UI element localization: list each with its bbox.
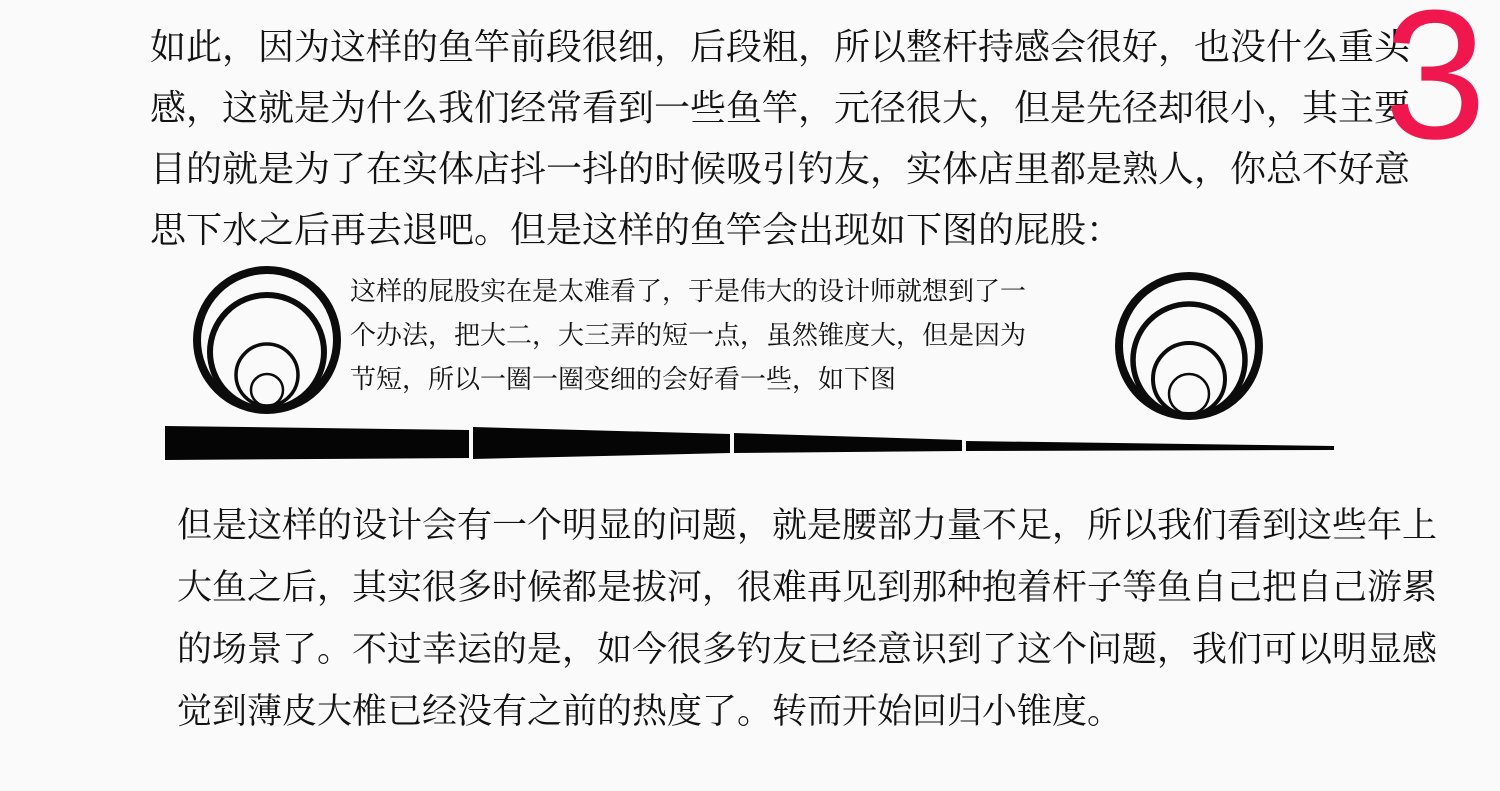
rod-segment-1 xyxy=(165,426,469,460)
text-line: 节短，所以一圈一圈变细的会好看一些，如下图 xyxy=(350,364,897,394)
figure-caption xyxy=(350,269,1026,401)
rod-segment-3 xyxy=(734,433,962,453)
text-line: 感，这就是为什么我们经常看到一些鱼竿，元径很大，但是先径却很小，其主要 xyxy=(150,87,1411,128)
rod-segment-2 xyxy=(473,427,730,459)
rod-butt-circles-right-diagram xyxy=(1110,268,1268,426)
rod-segment-4 xyxy=(966,441,1334,451)
inner-circle xyxy=(1169,374,1209,414)
text-line: 目的就是为了在实体店抖一抖的时候吸引钓友，实体店里都是熟人，你总不好意 xyxy=(150,148,1411,189)
second-circle xyxy=(1133,304,1245,416)
outer-circle xyxy=(1119,276,1259,416)
text-line: 如此，因为这样的鱼竿前段很细，后段粗，所以整杆持感会很好，也没什么重头 xyxy=(150,26,1411,67)
text-line: 个办法，把大二，大三弄的短一点，虽然锥度大，但是因为 xyxy=(350,320,1027,350)
second-circle xyxy=(210,295,324,409)
text-line: 的场景了。不过幸运的是，如今很多钓友已经意识到了这个问题，我们可以明显感 xyxy=(177,630,1438,669)
text-line: 觉到薄皮大椎已经没有之前的热度了。转而开始回归小锥度。 xyxy=(177,692,1123,731)
text-line: 但是这样的设计会有一个明显的问题，就是腰部力量不足，所以我们看到这些年上 xyxy=(177,506,1438,545)
paragraph-bottom xyxy=(177,495,1437,743)
text-line: 大鱼之后，其实很多时候都是拔河，很难再见到那种抱着杆子等鱼自己把自己游累 xyxy=(177,568,1438,607)
rod-butt-circles-left-diagram xyxy=(190,262,345,420)
text-line: 思下水之后再去退吧。但是这样的鱼竿会出现如下图的屁股： xyxy=(150,209,1123,250)
text-line: 这样的屁股实在是太难看了，于是伟大的设计师就想到了一 xyxy=(350,276,1027,306)
rod-taper-figure xyxy=(160,420,1340,465)
paragraph-top xyxy=(150,16,1410,260)
inner-circle xyxy=(251,374,283,406)
third-circle xyxy=(1153,343,1225,415)
section-number: 3 xyxy=(1384,0,1487,177)
outer-circle xyxy=(197,270,337,410)
